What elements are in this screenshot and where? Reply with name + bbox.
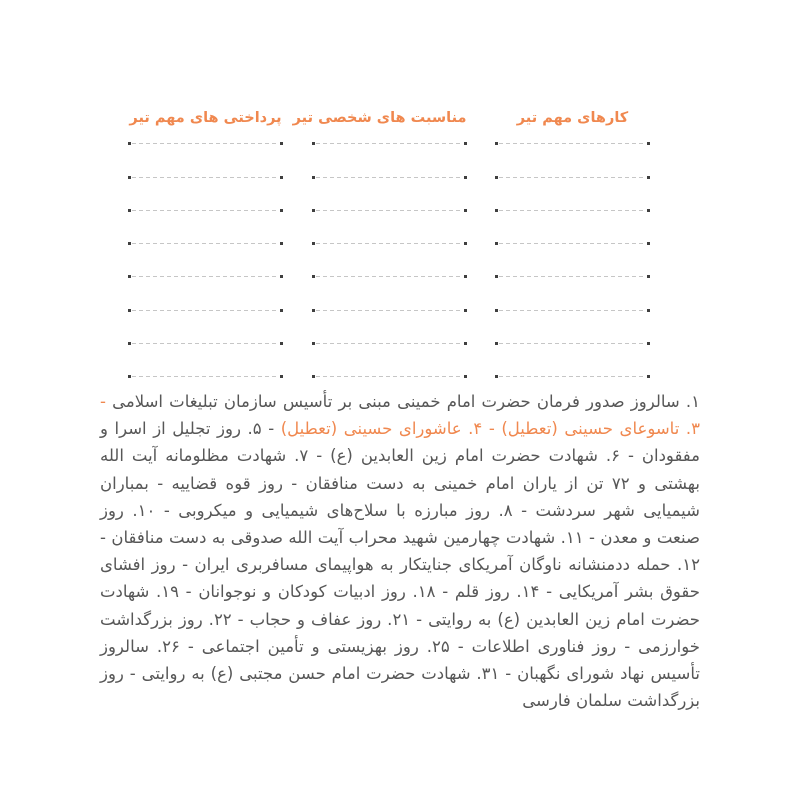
dotted-rule [499,210,646,211]
entry-line-row [128,243,283,276]
dotted-rule [316,243,463,244]
entry-line-row [128,210,283,243]
dotted-rule [316,143,463,144]
dotted-rule [499,343,646,344]
entry-line-row [495,210,650,243]
events-text-rest: - ۵. روز تجلیل از اسرا و مفقودان - ۶. شهادت حضرت امام زین العابدین (ع) - ۷. شهادت مظلومانه آیت الله بهشتی و ۷۲ تن از یاران امام خمینی به دست منافقان - روز قوه قضاییه - بمباران شیمیایی شهر سردشت - ۸. روز مبارزه با سلاح‌های شیمیایی و میکروبی - ۱۰. روز صنعت و معدن - ۱۱. شهادت چهارمین شهید محراب آیت الله صدوقی به دست منافقان - ۱۲. حمله ددمنشانه ناوگان آمریکای جنایتکار به هواپیمای مسافربری ایران - روز افشای حقوق بشر آمریکایی - ۱۴. روز قلم - ۱۸. روز ادبیات کودکان و نوجوانان - ۱۹. شهادت حضرت امام زین العابدین (ع) به روایتی - ۲۱. روز عفاف و حجاب - ۲۲. روز بزرگداشت خوارزمی - روز فناوری اطلاعات - ۲۵. روز بهزیستی و تأمین اجتماعی - ۲۶. سالروز تأسیس نهاد شورای نگهبان - ۳۱. شهادت حضرت امام حسن مجتبی (ع) به روایتی - روز بزرگداشت سلمان فارسی [100,419,700,711]
dotted-rule [132,343,279,344]
entry-line-row [312,143,467,176]
dotted-rule [499,310,646,311]
dotted-rule [132,210,279,211]
entry-line-row [312,343,467,376]
column-title-important-tasks: کارهای مهم تیر [516,110,629,126]
lines-important-tasks [495,143,650,409]
entry-line-row [495,343,650,376]
column-personal-occasions [292,110,467,410]
entry-line-row [495,177,650,210]
dotted-rule [316,376,463,377]
entry-line-row [128,177,283,210]
column-important-payments [128,110,283,410]
dotted-rule [132,276,279,277]
column-title-personal-occasions: مناسبت های شخصی تیر [292,110,467,126]
dotted-rule [316,310,463,311]
dotted-rule [132,310,279,311]
entry-line-row [312,310,467,343]
entry-line-row [495,143,650,176]
entry-line-row [312,210,467,243]
dotted-rule [499,177,646,178]
dotted-rule [132,143,279,144]
entry-line-row [128,343,283,376]
entry-line-row [312,276,467,309]
events-holiday-highlight: - ۳. تاسوعای حسینی (تعطیل) - ۴. عاشورای حسینی (تعطیل) [100,392,700,439]
dotted-rule [499,276,646,277]
planner-columns [128,110,650,410]
dotted-rule [316,210,463,211]
dotted-rule [316,343,463,344]
column-title-important-payments: پرداختی های مهم تیر [129,110,282,126]
entry-line-row [495,310,650,343]
dotted-rule [316,276,463,277]
entry-line-row [128,276,283,309]
dotted-rule [132,376,279,377]
dotted-rule [499,243,646,244]
dotted-rule [132,177,279,178]
month-events-paragraph [100,388,700,714]
column-important-tasks [495,110,650,410]
entry-line-row [312,243,467,276]
entry-line-row [128,310,283,343]
lines-personal-occasions [312,143,467,409]
entry-line-row [495,243,650,276]
dotted-rule [499,376,646,377]
events-text-intro: ۱. سالروز صدور فرمان حضرت امام خمینی مبنی بر تأسیس سازمان تبلیغات اسلامی [105,392,700,411]
dotted-rule [499,143,646,144]
dotted-rule [316,177,463,178]
lines-important-payments [128,143,283,409]
entry-line-row [495,276,650,309]
entry-line-row [312,177,467,210]
dotted-rule [132,243,279,244]
entry-line-row [128,143,283,176]
